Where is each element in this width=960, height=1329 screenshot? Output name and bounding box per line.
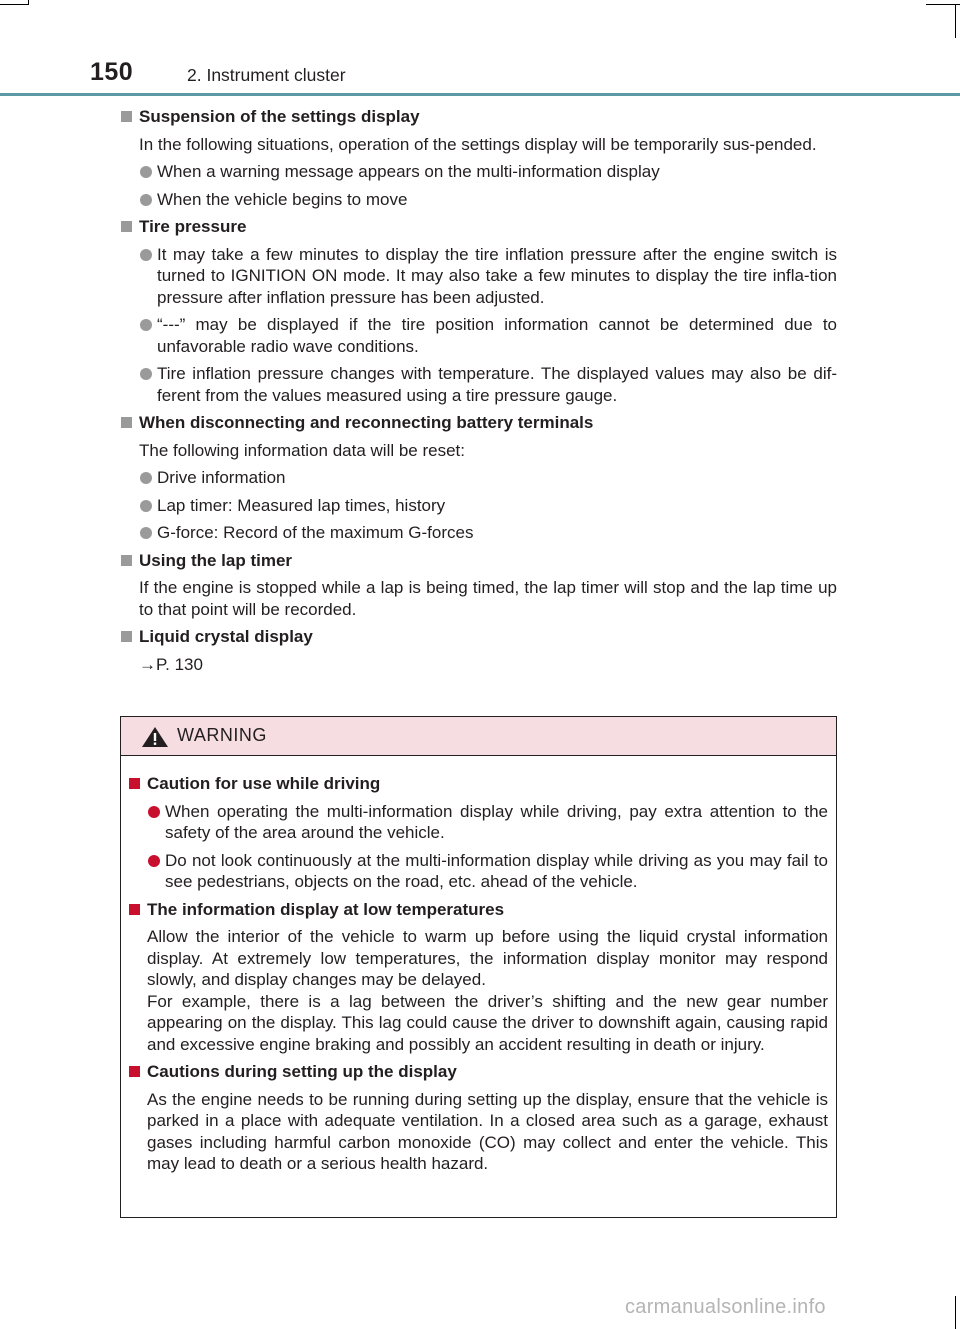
main-content — [119, 106, 837, 675]
list-item: When the vehicle begins to move — [119, 189, 837, 211]
circle-bullet-icon — [140, 319, 152, 331]
circle-bullet-icon — [140, 249, 152, 261]
heading-battery: When disconnecting and reconnecting battery terminals — [119, 412, 837, 434]
heading-low-temperatures: The information display at low temperatures — [127, 899, 828, 921]
paragraph: Allow the interior of the vehicle to warm up before using the liquid crystal information display. At extremely low temperatures, the information display monitor may respond slowly, and display changes may be delayed. — [147, 927, 828, 989]
square-bullet-icon — [121, 111, 132, 122]
paragraph: If the engine is stopped while a lap is being timed, the lap timer will stop and the lap time up to that point will be recorded. — [139, 578, 837, 619]
heading-lcd: Liquid crystal display — [119, 626, 837, 648]
warning-header — [121, 717, 836, 756]
list-item: When a warning message appears on the multi-information display — [119, 161, 837, 183]
section-title: 2. Instrument cluster — [187, 65, 346, 85]
square-bullet-icon — [121, 221, 132, 232]
circle-bullet-icon — [140, 500, 152, 512]
list-item: “---” may be displayed if the tire position information cannot be determined due to unfavorable radio wave conditions. — [119, 314, 837, 357]
circle-bullet-icon — [148, 855, 160, 867]
warning-title: WARNING — [177, 725, 267, 745]
crop-mark — [955, 1296, 956, 1329]
heading-lap-timer: Using the lap timer — [119, 550, 837, 572]
circle-bullet-icon — [140, 166, 152, 178]
list-item: Do not look continuously at the multi-information display while driving as you may fail to see pedestrians, objects on the road, etc. ahead of the vehicle. — [127, 850, 828, 893]
square-bullet-icon — [121, 417, 132, 428]
heading-tire-pressure: Tire pressure — [119, 216, 837, 238]
list-item: Lap timer: Measured lap times, history — [119, 495, 837, 517]
circle-bullet-icon — [140, 368, 152, 380]
heading-setting-up-display: Cautions during setting up the display — [127, 1061, 828, 1083]
paragraph: As the engine needs to be running during setting up the display, ensure that the vehicle is parked in a place with adequate ventilation. In a closed area such as a garage, exhaust gases including harmful carbon monoxide (CO) may collect and enter the vehicle. This may lead to death or a serious health hazard. — [147, 1089, 828, 1173]
page-header — [0, 54, 960, 96]
circle-bullet-icon — [140, 527, 152, 539]
warning-body — [121, 756, 836, 1175]
square-bullet-icon — [129, 1066, 140, 1077]
heading-suspension: Suspension of the settings display — [119, 106, 837, 128]
page-reference-link[interactable]: →P. 130 — [139, 654, 203, 674]
list-item: When operating the multi-information display while driving, pay extra attention to the safety of the area around the vehicle. — [127, 801, 828, 844]
list-item: G-force: Record of the maximum G-forces — [119, 522, 837, 544]
watermark: carmanualsonline.info — [625, 1296, 826, 1318]
header-rule — [0, 93, 960, 96]
square-bullet-icon — [129, 904, 140, 915]
circle-bullet-icon — [140, 194, 152, 206]
list-item: Drive information — [119, 467, 837, 489]
square-bullet-icon — [121, 555, 132, 566]
paragraph: For example, there is a lag between the driver’s shifting and the new gear number appearing on the display. This lag could cause the driver to downshift again, causing rapid and excessive engine braking and possibly an accident resulting in death or injury. — [147, 991, 828, 1054]
square-bullet-icon — [121, 631, 132, 642]
circle-bullet-icon — [140, 472, 152, 484]
circle-bullet-icon — [148, 806, 160, 818]
crop-mark — [0, 4, 29, 5]
warning-box — [120, 716, 837, 1218]
page-number: 150 — [90, 58, 134, 86]
paragraph: In the following situations, operation of the settings display will be temporarily sus-pended. — [139, 134, 817, 154]
paragraph: The following information data will be reset: — [139, 440, 465, 460]
list-item: It may take a few minutes to display the tire inflation pressure after the engine switch is turned to IGNITION ON mode. It may also take a few minutes to display the tire infla-tion pressure after inflation pressure has been adjusted. — [119, 244, 837, 309]
warning-triangle-icon — [141, 726, 169, 748]
square-bullet-icon — [129, 778, 140, 789]
crop-mark — [955, 4, 956, 38]
heading-caution-driving: Caution for use while driving — [127, 773, 828, 795]
list-item: Tire inflation pressure changes with temperature. The displayed values may also be dif-ferent from the values measured using a tire pressure gauge. — [119, 363, 837, 406]
